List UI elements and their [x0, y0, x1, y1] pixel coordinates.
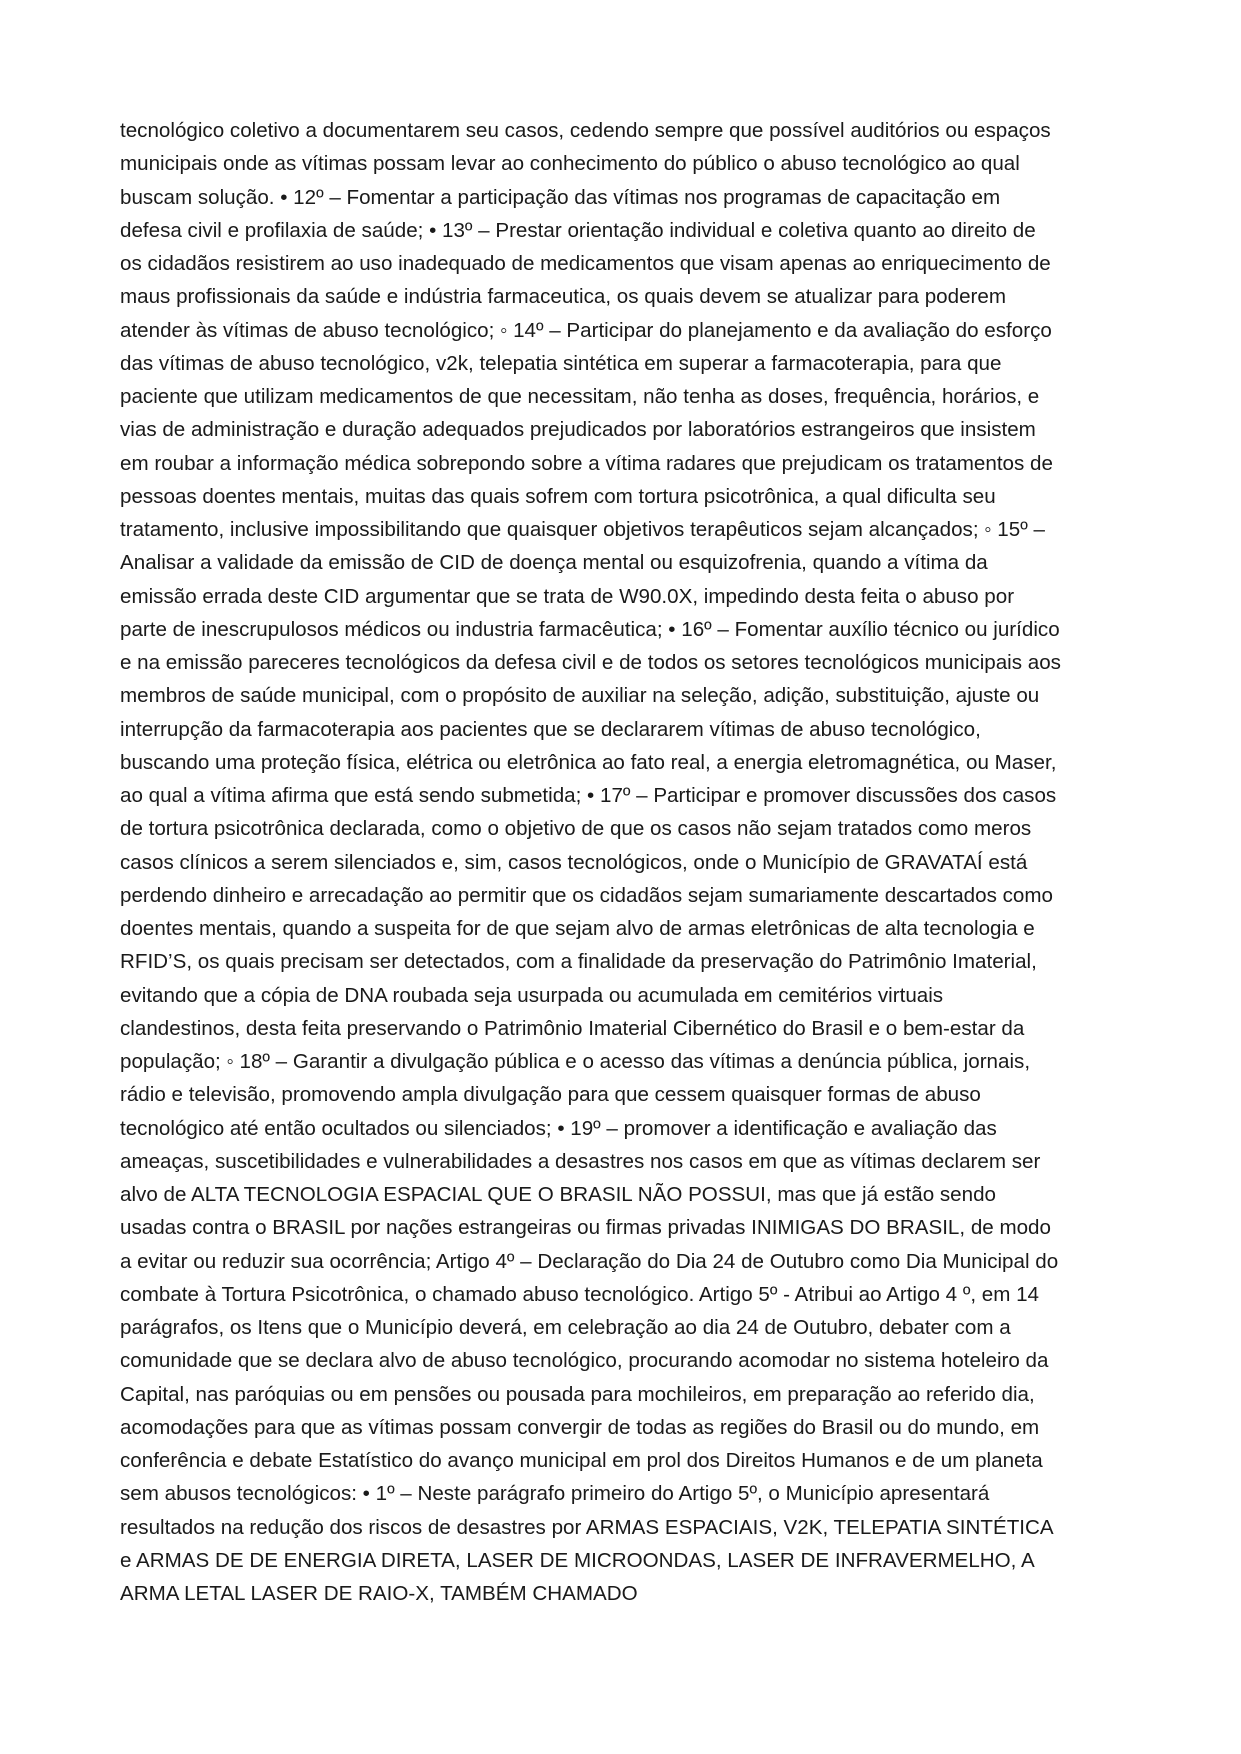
text-line: Analisar a validade da emissão de CID de doença mental ou esquizofrenia, quando a vítima da: [120, 551, 988, 575]
text-line: RFID’S, os quais precisam ser detectados, com a finalidade da preservação do Patrimônio Imaterial,: [120, 950, 1037, 974]
text-line: a evitar ou reduzir sua ocorrência; Artigo 4º – Declaração do Dia 24 de Outubro como Dia Municipal do: [120, 1249, 1059, 1273]
text-line: ao qual a vítima afirma que está sendo submetida; • 17º – Participar e promover discussões dos casos: [120, 784, 1057, 807]
text-line: alvo de ALTA TECNOLOGIA ESPACIAL QUE O BRASIL NÃO POSSUI, mas que já estão sendo: [120, 1183, 996, 1206]
text-line: combate à Tortura Psicotrônica, o chamado abuso tecnológico. Artigo 5º - Atribui ao Artigo 4 º, em 14: [120, 1282, 1040, 1306]
text-line: comunidade que se declara alvo de abuso tecnológico, procurando acomodar no sistema hoteleiro da: [120, 1349, 1049, 1373]
text-line: interrupção da farmacoterapia aos pacientes que se declararem vítimas de abuso tecnológico,: [120, 717, 981, 741]
text-line: membros de saúde municipal, com o propósito de auxiliar na seleção, adição, substituição, ajuste ou: [120, 684, 1040, 708]
text-line: e na emissão pareceres tecnológicos da defesa civil e de todos os setores tecnológicos municipais aos: [120, 651, 1061, 674]
text-line: das vítimas de abuso tecnológico, v2k, telepatia sintética em superar a farmacoterapia, para que: [120, 351, 1002, 375]
text-line: pessoas doentes mentais, muitas das quais sofrem com tortura psicotrônica, a qual dificulta seu: [120, 484, 996, 508]
text-line: sem abusos tecnológicos: • 1º – Neste parágrafo primeiro do Artigo 5º, o Município apresentará: [120, 1482, 990, 1506]
text-line: ameaças, suscetibilidades e vulnerabilidades a desastres nos casos em que as vítimas declarem ser: [120, 1149, 1041, 1173]
text-line: tecnológico até então ocultados ou silenciados; • 19º – promover a identificação e avaliação das: [120, 1116, 997, 1140]
text-line: tecnológico coletivo a documentarem seu casos, cedendo sempre que possível auditórios ou espaços: [120, 119, 1051, 142]
text-line: de tortura psicotrônica declarada, como o objetivo de que os casos não sejam tratados como meros: [120, 817, 1032, 841]
text-line: defesa civil e profilaxia de saúde; • 13º – Prestar orientação individual e coletiva quanto ao direito de: [120, 218, 1036, 242]
text-line: buscam solução. • 12º – Fomentar a participação das vítimas nos programas de capacitação em: [120, 185, 1001, 209]
text-line: evitando que a cópia de DNA roubada seja usurpada ou acumulada em cemitérios virtuais: [120, 983, 944, 1007]
text-line: emissão errada deste CID argumentar que se trata de W90.0X, impedindo desta feita o abuso por: [120, 584, 1015, 608]
text-line: perdendo dinheiro e arrecadação ao permitir que os cidadãos sejam sumariamente descartados como: [120, 883, 1053, 907]
text-line: rádio e televisão, promovendo ampla divulgação para que cessem quaisquer formas de abuso: [120, 1083, 981, 1107]
text-line: usadas contra o BRASIL por nações estrangeiras ou firmas privadas INIMIGAS DO BRASIL, de modo: [120, 1216, 1051, 1240]
text-line: maus profissionais da saúde e indústria farmaceutica, os quais devem se atualizar para poderem: [120, 285, 1007, 309]
text-line: conferência e debate Estatístico do avanço municipal em prol dos Direitos Humanos e de um planeta: [120, 1449, 1043, 1472]
text-line: acomodações para que as vítimas possam convergir de todas as regiões do Brasil ou do mundo, em: [120, 1415, 1040, 1439]
text-line: população; ◦ 18º – Garantir a divulgação pública e o acesso das vítimas a denúncia pública, jornais,: [120, 1050, 1031, 1073]
text-line: vias de administração e duração adequados prejudicados por laboratórios estrangeiros que insistem: [120, 418, 1036, 442]
text-line: clandestinos, desta feita preservando o Patrimônio Imaterial Cibernético do Brasil e o bem-estar da: [120, 1016, 1025, 1040]
text-line: doentes mentais, quando a suspeita for de que sejam alvo de armas eletrônicas de alta tecnologia e: [120, 917, 1035, 940]
text-line: municipais onde as vítimas possam levar ao conhecimento do público o abuso tecnológico ao qual: [120, 152, 1020, 176]
text-line: paciente que utilizam medicamentos de que necessitam, não tenha as doses, frequência, horários, e: [120, 385, 1040, 408]
text-line: tratamento, inclusive impossibilitando que quaisquer objetivos terapêuticos sejam alcançados; ◦ 15º –: [120, 518, 1045, 541]
text-line: em roubar a informação médica sobrepondo sobre a vítima radares que prejudicam os tratamentos de: [120, 451, 1053, 475]
text-line: Capital, nas paróquias ou em pensões ou pousada para mochileiros, em preparação ao referido dia,: [120, 1382, 1035, 1406]
text-line: parágrafos, os Itens que o Município deverá, em celebração ao dia 24 de Outubro, debater com a: [120, 1316, 1011, 1339]
text-line: atender às vítimas de abuso tecnológico; ◦ 14º – Participar do planejamento e da avaliação do esforço: [120, 318, 1052, 342]
body-text: [120, 114, 1130, 1610]
text-line: ARMA LETAL LASER DE RAIO-X, TAMBÉM CHAMADO: [120, 1582, 638, 1605]
text-line: os cidadãos resistirem ao uso inadequado de medicamentos que visam apenas ao enriquecimento de: [120, 252, 1051, 275]
text-line: resultados na redução dos riscos de desastres por ARMAS ESPACIAIS, V2K, TELEPATIA SINTÉTICA: [120, 1515, 1054, 1539]
text-line: parte de inescrupulosos médicos ou industria farmacêutica; • 16º – Fomentar auxílio técnico ou jurídico: [120, 617, 1060, 641]
text-line: e ARMAS DE DE ENERGIA DIRETA, LASER DE MICROONDAS, LASER DE INFRAVERMELHO, A: [120, 1548, 1035, 1572]
text-line: casos clínicos a serem silenciados e, sim, casos tecnológicos, onde o Município de GRAVATAÍ está: [120, 850, 1028, 874]
text-line: buscando uma proteção física, elétrica ou eletrônica ao fato real, a energia eletromagnética, ou Maser,: [120, 750, 1057, 774]
